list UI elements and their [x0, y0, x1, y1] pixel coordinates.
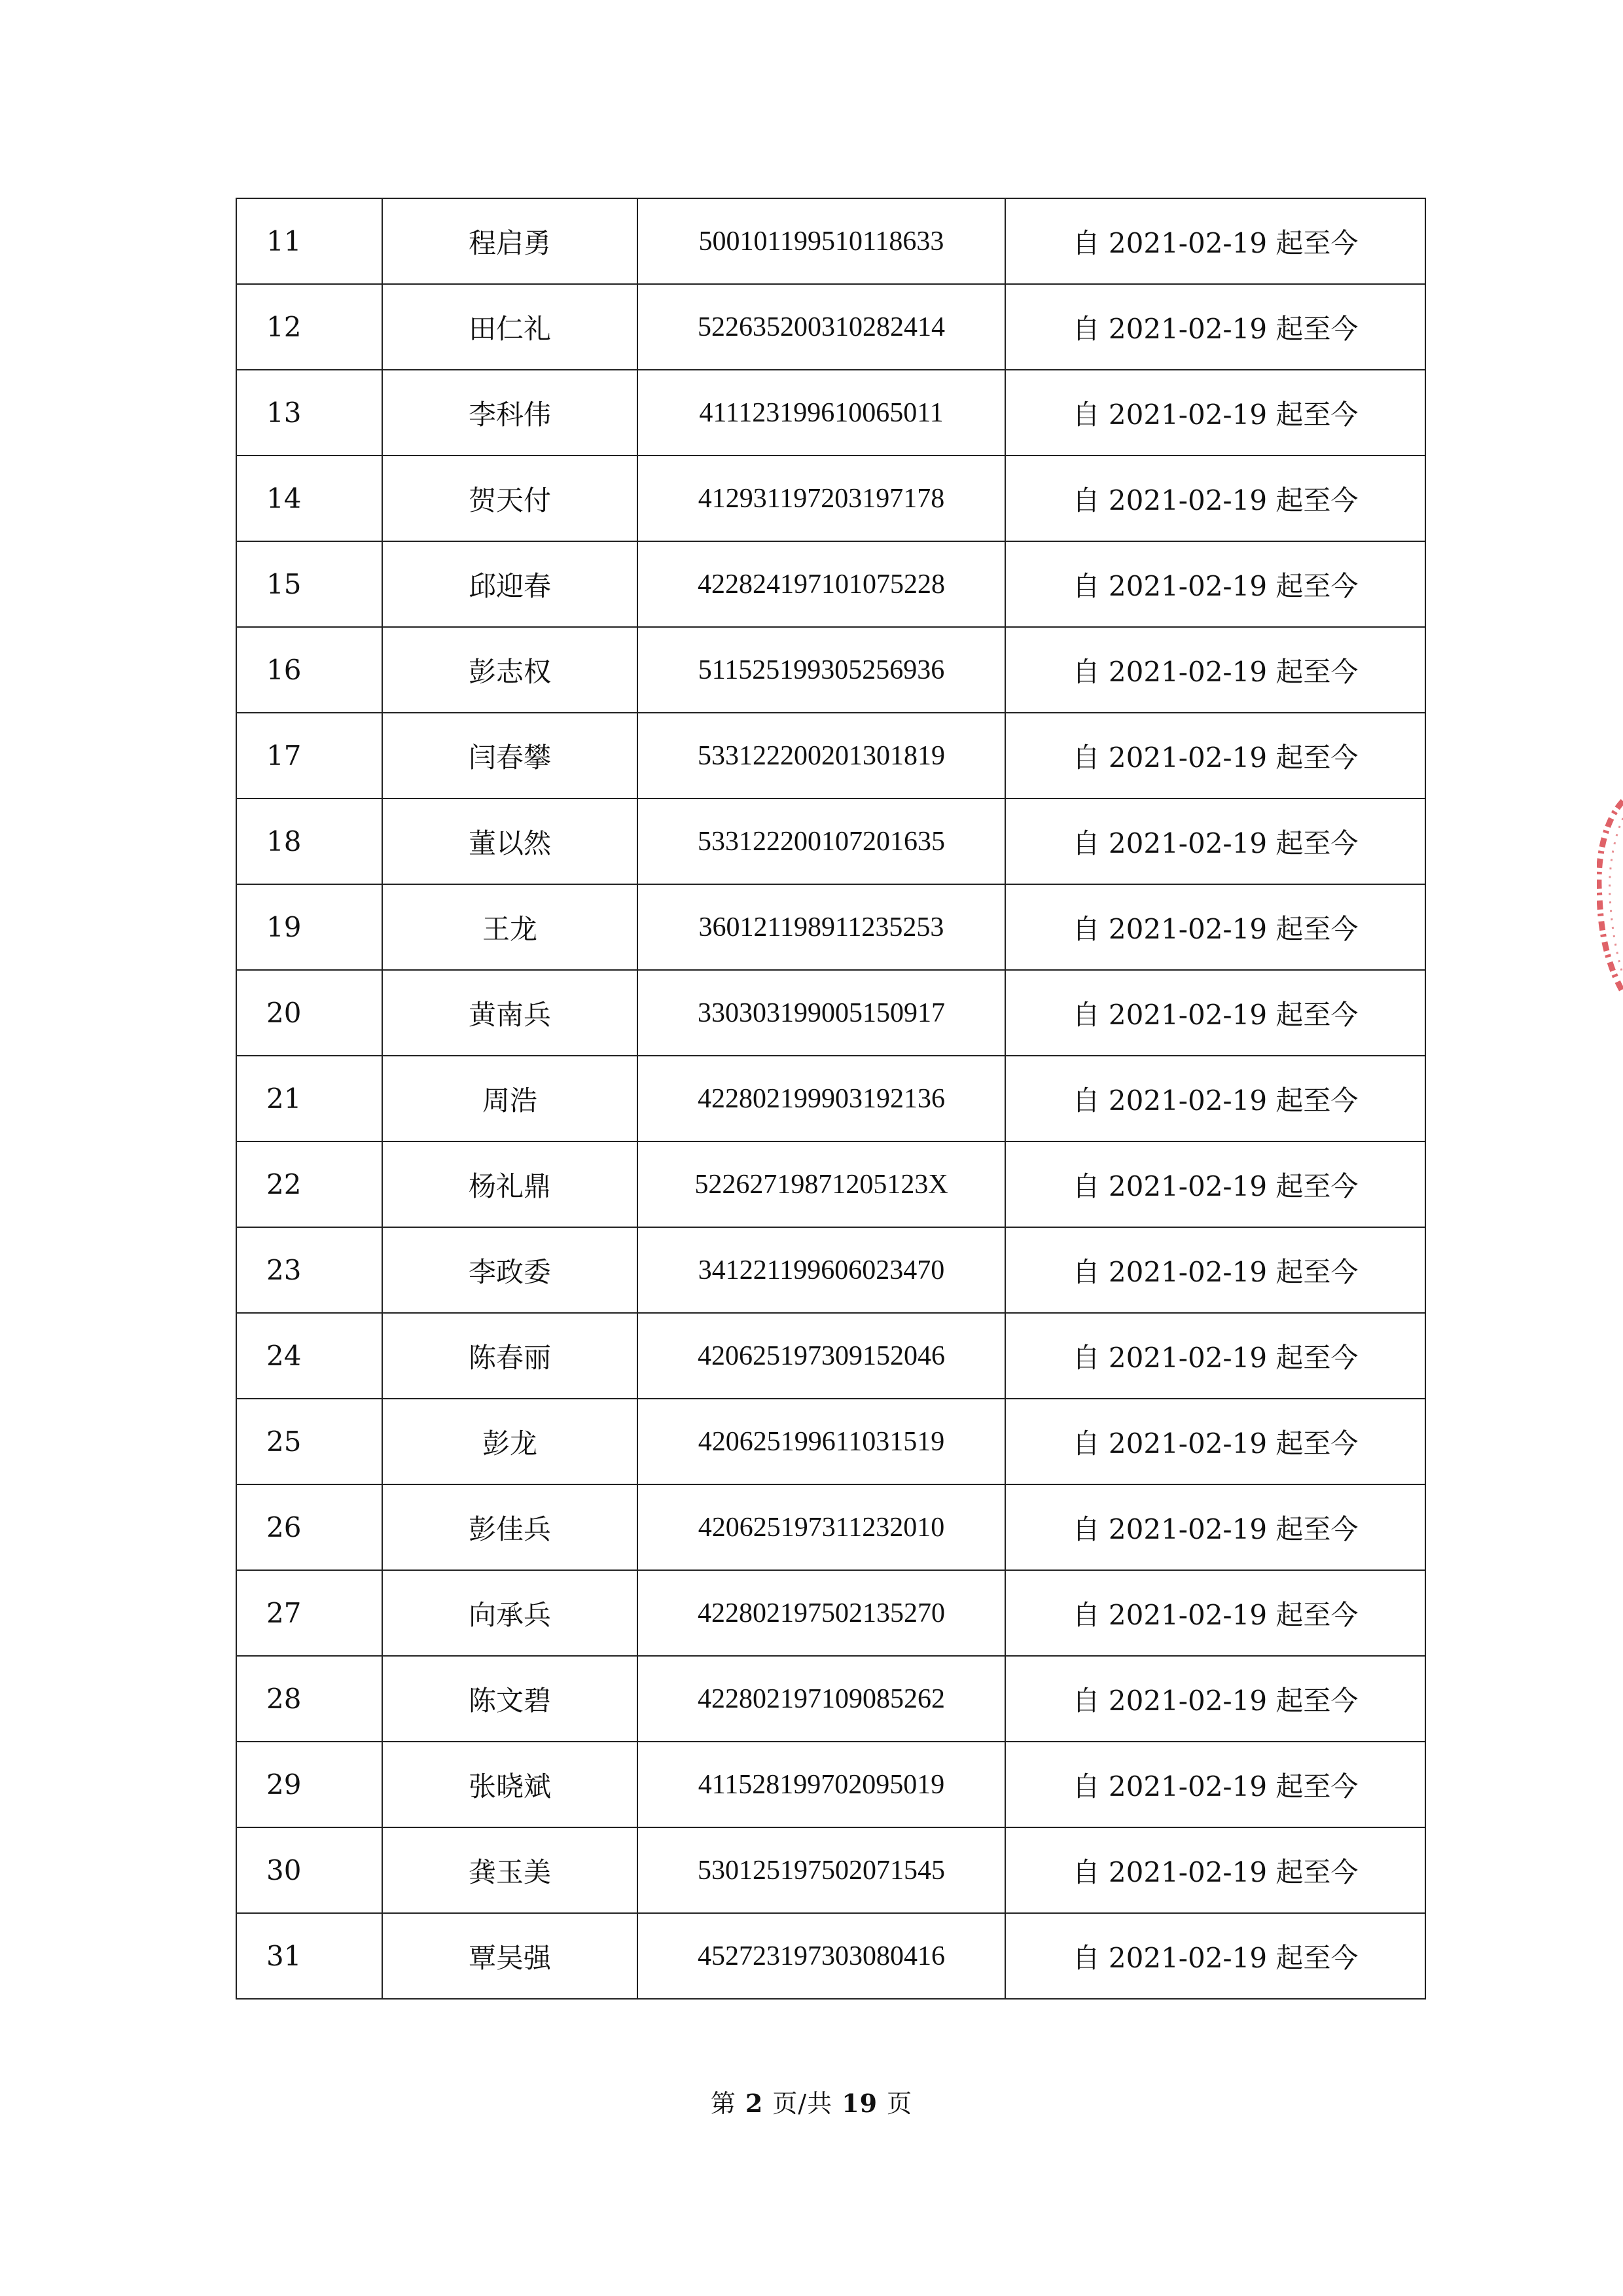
name-cell: 黄南兵	[382, 970, 637, 1056]
name-cell: 田仁礼	[382, 284, 637, 370]
id-number-cell: 422802197502135270	[637, 1570, 1005, 1656]
period-cell: 自 2021-02-19 起至今	[1005, 1656, 1425, 1742]
row-number-cell: 16	[236, 627, 382, 713]
id-number-cell: 420625197311232010	[637, 1484, 1005, 1570]
period-cell: 自 2021-02-19 起至今	[1005, 198, 1425, 284]
table-row	[236, 1742, 1425, 1827]
row-number-cell: 18	[236, 798, 382, 884]
table-row	[236, 1484, 1425, 1570]
footer-total-pages: 19	[842, 2089, 878, 2118]
period-cell: 自 2021-02-19 起至今	[1005, 798, 1425, 884]
row-number-cell: 12	[236, 284, 382, 370]
footer-suffix: 页	[887, 2089, 913, 2118]
id-number-cell: 52262719871205123X	[637, 1141, 1005, 1227]
name-cell: 李政委	[382, 1227, 637, 1313]
table-row	[236, 798, 1425, 884]
id-number-cell: 411528199702095019	[637, 1742, 1005, 1827]
name-cell: 杨礼鼎	[382, 1141, 637, 1227]
id-number-cell: 533122200107201635	[637, 798, 1005, 884]
row-number-cell: 13	[236, 370, 382, 456]
table-row	[236, 1399, 1425, 1484]
id-number-cell: 360121198911235253	[637, 884, 1005, 970]
id-number-cell: 420625197309152046	[637, 1313, 1005, 1399]
id-number-cell: 511525199305256936	[637, 627, 1005, 713]
row-number-cell: 31	[236, 1913, 382, 1999]
period-cell: 自 2021-02-19 起至今	[1005, 1056, 1425, 1141]
seal-stamp-fragment	[1597, 798, 1623, 995]
row-number-cell: 29	[236, 1742, 382, 1827]
id-number-cell: 522635200310282414	[637, 284, 1005, 370]
id-number-cell: 500101199510118633	[637, 198, 1005, 284]
name-cell: 王龙	[382, 884, 637, 970]
id-number-cell: 452723197303080416	[637, 1913, 1005, 1999]
table-row	[236, 198, 1425, 284]
row-number-cell: 23	[236, 1227, 382, 1313]
row-number-cell: 21	[236, 1056, 382, 1141]
name-cell: 程启勇	[382, 198, 637, 284]
table-row	[236, 1913, 1425, 1999]
name-cell: 周浩	[382, 1056, 637, 1141]
period-cell: 自 2021-02-19 起至今	[1005, 713, 1425, 798]
name-cell: 彭志权	[382, 627, 637, 713]
table-row	[236, 284, 1425, 370]
period-cell: 自 2021-02-19 起至今	[1005, 627, 1425, 713]
roster-table-body	[236, 198, 1425, 1999]
name-cell: 邱迎春	[382, 541, 637, 627]
row-number-cell: 14	[236, 456, 382, 541]
name-cell: 李科伟	[382, 370, 637, 456]
period-cell: 自 2021-02-19 起至今	[1005, 970, 1425, 1056]
table-row	[236, 1827, 1425, 1913]
table-row	[236, 627, 1425, 713]
id-number-cell: 533122200201301819	[637, 713, 1005, 798]
footer-middle: 页/共	[772, 2089, 833, 2118]
id-number-cell: 420625199611031519	[637, 1399, 1005, 1484]
period-cell: 自 2021-02-19 起至今	[1005, 456, 1425, 541]
id-number-cell: 411123199610065011	[637, 370, 1005, 456]
footer-prefix: 第	[710, 2089, 736, 2118]
table-row	[236, 1141, 1425, 1227]
row-number-cell: 11	[236, 198, 382, 284]
name-cell: 陈文碧	[382, 1656, 637, 1742]
name-cell: 覃吴强	[382, 1913, 637, 1999]
row-number-cell: 17	[236, 713, 382, 798]
id-number-cell: 422824197101075228	[637, 541, 1005, 627]
table-row	[236, 541, 1425, 627]
period-cell: 自 2021-02-19 起至今	[1005, 884, 1425, 970]
period-cell: 自 2021-02-19 起至今	[1005, 284, 1425, 370]
id-number-cell: 341221199606023470	[637, 1227, 1005, 1313]
period-cell: 自 2021-02-19 起至今	[1005, 1827, 1425, 1913]
row-number-cell: 15	[236, 541, 382, 627]
id-number-cell: 412931197203197178	[637, 456, 1005, 541]
period-cell: 自 2021-02-19 起至今	[1005, 1313, 1425, 1399]
name-cell: 董以然	[382, 798, 637, 884]
id-number-cell: 422802199903192136	[637, 1056, 1005, 1141]
table-row	[236, 1570, 1425, 1656]
roster-table	[236, 198, 1426, 2000]
row-number-cell: 20	[236, 970, 382, 1056]
table-row	[236, 1656, 1425, 1742]
row-number-cell: 25	[236, 1399, 382, 1484]
id-number-cell: 422802197109085262	[637, 1656, 1005, 1742]
table-row	[236, 970, 1425, 1056]
period-cell: 自 2021-02-19 起至今	[1005, 1913, 1425, 1999]
table-row	[236, 713, 1425, 798]
id-number-cell: 530125197502071545	[637, 1827, 1005, 1913]
period-cell: 自 2021-02-19 起至今	[1005, 541, 1425, 627]
name-cell: 彭龙	[382, 1399, 637, 1484]
period-cell: 自 2021-02-19 起至今	[1005, 1399, 1425, 1484]
name-cell: 陈春丽	[382, 1313, 637, 1399]
row-number-cell: 28	[236, 1656, 382, 1742]
row-number-cell: 27	[236, 1570, 382, 1656]
period-cell: 自 2021-02-19 起至今	[1005, 1570, 1425, 1656]
table-row	[236, 456, 1425, 541]
row-number-cell: 30	[236, 1827, 382, 1913]
table-row	[236, 1056, 1425, 1141]
name-cell: 彭佳兵	[382, 1484, 637, 1570]
id-number-cell: 330303199005150917	[637, 970, 1005, 1056]
footer-current-page: 2	[745, 2089, 764, 2118]
table-row	[236, 370, 1425, 456]
row-number-cell: 24	[236, 1313, 382, 1399]
name-cell: 闫春攀	[382, 713, 637, 798]
period-cell: 自 2021-02-19 起至今	[1005, 370, 1425, 456]
period-cell: 自 2021-02-19 起至今	[1005, 1484, 1425, 1570]
page-footer	[0, 2083, 1623, 2119]
name-cell: 贺天付	[382, 456, 637, 541]
row-number-cell: 22	[236, 1141, 382, 1227]
row-number-cell: 26	[236, 1484, 382, 1570]
name-cell: 龚玉美	[382, 1827, 637, 1913]
name-cell: 张晓斌	[382, 1742, 637, 1827]
row-number-cell: 19	[236, 884, 382, 970]
period-cell: 自 2021-02-19 起至今	[1005, 1742, 1425, 1827]
name-cell: 向承兵	[382, 1570, 637, 1656]
table-row	[236, 1313, 1425, 1399]
table-row	[236, 884, 1425, 970]
period-cell: 自 2021-02-19 起至今	[1005, 1141, 1425, 1227]
table-row	[236, 1227, 1425, 1313]
period-cell: 自 2021-02-19 起至今	[1005, 1227, 1425, 1313]
